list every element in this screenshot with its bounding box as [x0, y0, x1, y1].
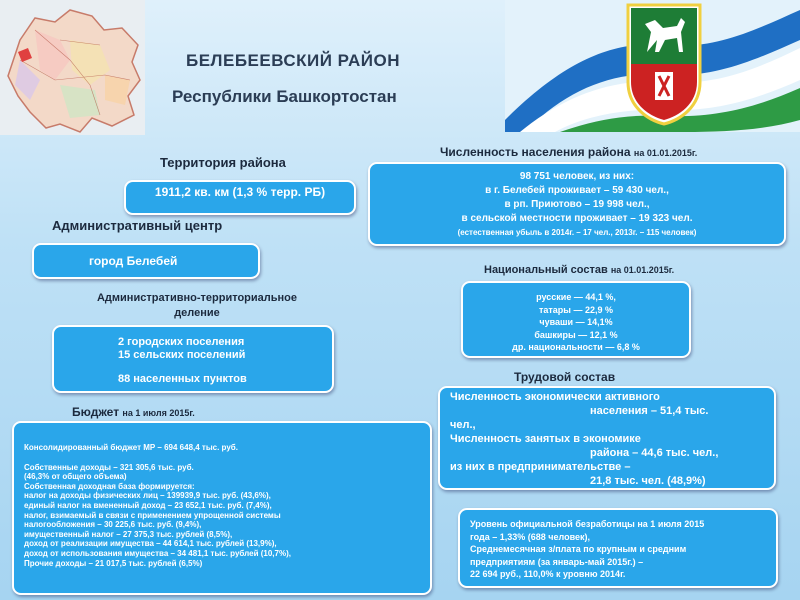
- budget-line: (46,3% от общего объема): [24, 472, 127, 482]
- nationality-line: чуваши — 14,1%: [539, 317, 613, 327]
- nationality-header-title: Национальный состав: [484, 264, 608, 276]
- admin-division-header: [52, 291, 342, 321]
- population-line: 98 751 человек, из них:: [519, 171, 635, 182]
- admin-center-header: Административный центр: [52, 218, 223, 233]
- budget-line: Прочие доходы – 21 017,5 тыс. рублей (6,5%): [24, 558, 203, 568]
- unemployment-box: [458, 508, 778, 588]
- budget-header-date: на 1 июля 2015г.: [122, 408, 195, 418]
- page-title: БЕЛЕБЕЕВСКИЙ РАЙОН: [186, 51, 401, 70]
- population-header-date: на 01.01.2015г.: [633, 148, 698, 158]
- admin-division-line: 88 населенных пунктов: [118, 373, 247, 385]
- budget-line: Консолидированный бюджет МР – 694 648,4 тыс. руб.: [24, 443, 238, 452]
- flag-icon: [505, 0, 800, 132]
- nationality-box: [461, 281, 691, 358]
- coat-of-arms-icon: [625, 2, 703, 126]
- nationality-line: татары — 22,9 %: [538, 304, 614, 315]
- unemployment-line: 22 694 руб., 110,0% к уровню 2014г.: [470, 569, 626, 579]
- admin-center-value: город Белебей: [89, 254, 178, 268]
- population-header-title: Численность населения района: [440, 145, 631, 159]
- admin-division-line: 15 сельских поселений: [118, 349, 246, 361]
- nationality-line: др. национальности — 6,8 %: [512, 342, 640, 352]
- labor-line: Численность экономически активного: [450, 391, 660, 403]
- population-header: [440, 145, 697, 159]
- admin-division-line: 2 городских поселения: [118, 336, 245, 348]
- territory-box: [124, 180, 356, 215]
- population-line: в рп. Приютово – 19 998 чел.,: [504, 199, 650, 210]
- budget-line: доход от использования имущества – 34 481,1 тыс. рублей (10,7%),: [24, 548, 291, 558]
- budget-line: имущественный налог – 27 375,3 тыс. рублей (8,5%),: [24, 529, 233, 539]
- unemployment-line: предприятиям (за январь-май 2015г.) –: [470, 556, 644, 567]
- admin-division-box: [52, 325, 334, 393]
- population-line: в сельской местности проживает – 19 323 чел.: [461, 213, 693, 224]
- territory-value: 1911,2 кв. км (1,3 % терр. РБ): [154, 185, 326, 199]
- nationality-line: русские — 44,1 %,: [536, 292, 616, 302]
- labor-line: 21,8 тыс. чел. (48,9%): [590, 475, 706, 487]
- budget-header-title: Бюджет: [72, 405, 120, 419]
- labor-line: чел.,: [450, 419, 476, 431]
- nationality-header: [484, 264, 674, 276]
- labor-box: [438, 386, 776, 490]
- budget-line: единый налог на вмененный доход – 23 652,1 тыс. руб. (7,4%),: [24, 500, 272, 510]
- admin-center-box: [32, 243, 260, 279]
- region-map-icon: [0, 0, 145, 135]
- population-line: в г. Белебей проживает – 59 430 чел.,: [485, 185, 669, 196]
- budget-line: налог, взимаемый в связи с применением упрощенной системы: [24, 510, 281, 520]
- budget-box: [12, 421, 432, 595]
- unemployment-line: Среднемесячная з/плата по крупным и средним: [470, 544, 687, 554]
- budget-line: налог на доходы физических лиц – 139939,9 тыс. руб. (43,6%),: [24, 491, 271, 501]
- budget-line: доход от реализации имущества – 44 614,1 тыс. рублей (13,9%),: [24, 539, 277, 549]
- labor-line: района – 44,6 тыс. чел.,: [590, 447, 719, 459]
- territory-header: Территория района: [160, 155, 286, 170]
- nationality-header-date: на 01.01.2015г.: [610, 265, 675, 275]
- budget-line: Собственная доходная база формируется:: [24, 481, 195, 491]
- admin-division-header-line: деление: [174, 307, 220, 319]
- budget-line: Собственные доходы – 321 305,6 тыс. руб.: [24, 462, 194, 472]
- admin-division-header-line: Административно-территориальное: [96, 292, 297, 304]
- population-line: (естественная убыль в 2014г. – 17 чел., 2013г. – 115 человек): [457, 228, 697, 237]
- labor-line: Численность занятых в экономике: [450, 433, 641, 445]
- labor-header: Трудовой состав: [514, 370, 616, 384]
- page-subtitle: Республики Башкортостан: [172, 87, 397, 106]
- nationality-line: башкиры — 12,1 %: [534, 329, 618, 340]
- budget-line: налогообложения – 30 225,6 тыс. руб. (9,4%),: [24, 520, 202, 530]
- budget-header: [72, 405, 195, 419]
- unemployment-line: Уровень официальной безработицы на 1 июля 2015: [470, 519, 705, 529]
- labor-line: из них в предпринимательстве –: [450, 461, 631, 473]
- population-box: [368, 162, 786, 246]
- unemployment-line: года – 1,33% (688 человек),: [470, 531, 591, 542]
- labor-line: населения – 51,4 тыс.: [590, 405, 709, 417]
